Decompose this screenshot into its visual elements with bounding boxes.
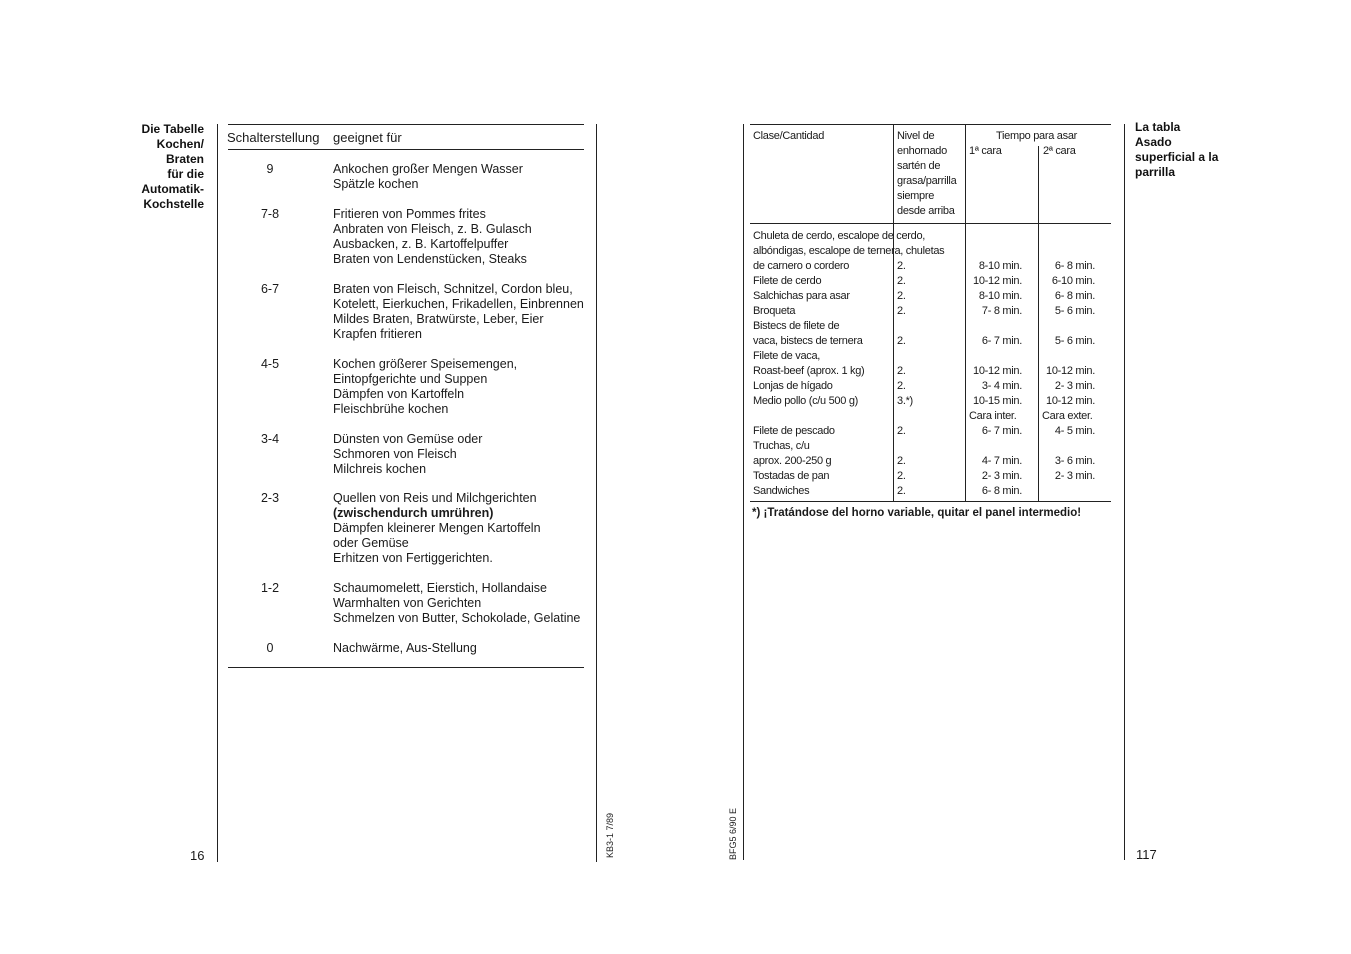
cell-tiempo-2: 6- 8 min. <box>1054 290 1095 302</box>
row-use-line: Warmhalten von Gerichten <box>333 596 482 610</box>
cell-nivel: 2. <box>897 275 906 287</box>
row-use-line: Dünsten von Gemüse oder <box>333 432 483 446</box>
row-use-line: Spätzle kochen <box>333 177 419 191</box>
row-setting: 3-4 <box>260 432 280 446</box>
cell-clase: Tostadas de pan <box>753 470 830 482</box>
row-uses <box>333 641 593 656</box>
cell-nivel: 2. <box>897 380 906 392</box>
left-sidebar-title: Die Tabelle Kochen/ Braten für die Automatik- Kochstelle <box>141 122 204 211</box>
header-nivel-line: grasa/parrilla <box>897 175 957 187</box>
row-setting: 2-3 <box>260 491 280 505</box>
footnote: *) ¡Tratándose del horno variable, quitar el panel intermedio! <box>752 507 1082 519</box>
right-col-divider-2 <box>965 124 966 501</box>
header-nivel-line: desde arriba <box>897 205 955 217</box>
cell-clase: Medio pollo (c/u 500 g) <box>753 395 858 407</box>
row-uses <box>333 581 593 626</box>
cell-tiempo-2: 3- 6 min. <box>1054 455 1095 467</box>
cell-clase: de carnero o cordero <box>753 260 850 272</box>
left-table-header-rule <box>228 149 584 150</box>
row-use-line: Milchreis kochen <box>333 462 427 476</box>
left-page-edge-rule <box>596 124 597 862</box>
row-setting: 7-8 <box>260 207 280 221</box>
header-cara1: 1ª cara <box>969 145 1002 157</box>
cell-clase: aprox. 200-250 g <box>753 455 832 467</box>
cell-tiempo-1: 8-10 min. <box>978 290 1022 302</box>
cell-tiempo-2: 10-12 min. <box>1046 395 1095 407</box>
cell-tiempo-2: 10-12 min. <box>1046 365 1095 377</box>
cell-tiempo-2: Cara exter. <box>1042 410 1093 422</box>
right-page-edge-rule <box>743 124 744 860</box>
row-use-line: Fritieren von Pommes frites <box>333 207 486 221</box>
row-use-line: Ankochen großer Mengen Wasser <box>333 162 523 176</box>
row-use-line: Schmelzen von Butter, Schokolade, Gelatine <box>333 611 581 625</box>
row-setting: 0 <box>266 641 274 655</box>
row-setting: 4-5 <box>260 357 280 371</box>
col-header-setting: Schalterstellung <box>227 130 320 145</box>
cell-nivel: 3.*) <box>897 395 913 407</box>
row-use-line: Nachwärme, Aus-Stellung <box>333 641 477 655</box>
row-use-line: Mildes Braten, Bratwürste, Leber, Eier <box>333 312 544 326</box>
row-uses <box>333 207 593 267</box>
left-table-bottom-rule <box>228 667 584 668</box>
right-page-number: 117 <box>1136 847 1157 862</box>
cell-clase: vaca, bistecs de ternera <box>753 335 863 347</box>
row-setting: 9 <box>266 162 274 176</box>
left-print-code: KB3-1 7/89 <box>605 812 615 858</box>
right-margin-rule <box>1124 124 1125 860</box>
row-use-line: Kochen größerer Speisemengen, <box>333 357 518 371</box>
cell-tiempo-1: 10-12 min. <box>973 365 1022 377</box>
cell-clase: Sandwiches <box>753 485 810 497</box>
header-cara2: 2ª cara <box>1043 145 1076 157</box>
header-nivel-line: siempre <box>897 190 935 202</box>
cell-clase: Filete de pescado <box>753 425 835 437</box>
cell-tiempo-1: 6- 7 min. <box>981 335 1022 347</box>
cell-tiempo-1: 4- 7 min. <box>981 455 1022 467</box>
cell-clase: Chuleta de cerdo, escalope de cerdo, <box>753 230 926 242</box>
row-uses <box>333 357 593 417</box>
cell-tiempo-1: 3- 4 min. <box>981 380 1022 392</box>
row-use-line: Krapfen fritieren <box>333 327 422 341</box>
cell-nivel: 2. <box>897 485 906 497</box>
cell-tiempo-1: 8-10 min. <box>978 260 1022 272</box>
right-table-bottom-rule <box>750 501 1111 502</box>
cell-tiempo-1: 6- 8 min. <box>981 485 1022 497</box>
cell-nivel: 2. <box>897 305 906 317</box>
right-table-header-rule <box>750 223 1111 224</box>
row-use-line: (zwischendurch umrühren) <box>333 506 494 520</box>
cell-nivel: 2. <box>897 365 906 377</box>
right-table-top-rule <box>750 124 1111 125</box>
row-use-line: Braten von Lendenstücken, Steaks <box>333 252 527 266</box>
cell-clase: Bistecs de filete de <box>753 320 840 332</box>
header-tiempo: Tiempo para asar <box>996 130 1077 142</box>
col-header-uses: geeignet für <box>333 130 402 145</box>
cell-tiempo-2: 2- 3 min. <box>1054 380 1095 392</box>
cell-nivel: 2. <box>897 290 906 302</box>
cell-tiempo-1: 7- 8 min. <box>981 305 1022 317</box>
row-use-line: Quellen von Reis und Milchgerichten <box>333 491 537 505</box>
cell-clase: Salchichas para asar <box>753 290 850 302</box>
cell-nivel: 2. <box>897 260 906 272</box>
cell-clase: Truchas, c/u <box>753 440 810 452</box>
cell-tiempo-1: 10-12 min. <box>973 275 1022 287</box>
header-clase: Clase/Cantidad <box>753 130 825 142</box>
header-nivel-line: sartén de <box>897 160 941 172</box>
cell-clase: Lonjas de hígado <box>753 380 833 392</box>
left-table-top-rule <box>228 124 584 125</box>
cell-tiempo-2: 6- 8 min. <box>1054 260 1095 272</box>
header-nivel <box>897 129 956 219</box>
left-page-number: 16 <box>190 848 205 863</box>
row-use-line: Erhitzen von Fertiggerichten. <box>333 551 493 565</box>
cell-clase: Filete de cerdo <box>753 275 822 287</box>
cell-clase: Broqueta <box>753 305 796 317</box>
row-use-line: Eintopfgerichte und Suppen <box>333 372 488 386</box>
cell-tiempo-1: 10-15 min. <box>973 395 1022 407</box>
cell-tiempo-2: 4- 5 min. <box>1054 425 1095 437</box>
cell-tiempo-2: 5- 6 min. <box>1054 335 1095 347</box>
row-use-line: Schaumomelett, Eierstich, Hollandaise <box>333 581 547 595</box>
cell-clase: albóndigas, escalope de ternera, chuletas <box>753 245 945 257</box>
cell-nivel: 2. <box>897 425 906 437</box>
row-use-line: oder Gemüse <box>333 536 409 550</box>
row-setting: 1-2 <box>260 581 280 595</box>
cell-nivel: 2. <box>897 455 906 467</box>
row-use-line: Kotelett, Eierkuchen, Frikadellen, Einbrennen <box>333 297 584 311</box>
row-use-line: Fleischbrühe kochen <box>333 402 449 416</box>
left-margin-rule <box>217 124 218 862</box>
cell-tiempo-2: 2- 3 min. <box>1054 470 1095 482</box>
row-use-line: Dämpfen von Kartoffeln <box>333 387 465 401</box>
cell-clase: Roast-beef (aprox. 1 kg) <box>753 365 865 377</box>
right-col-divider-3 <box>1038 146 1039 501</box>
cell-nivel: 2. <box>897 335 906 347</box>
row-use-line: Anbraten von Fleisch, z. B. Gulasch <box>333 222 532 236</box>
row-use-line: Ausbacken, z. B. Kartoffelpuffer <box>333 237 509 251</box>
header-nivel-line: enhornado <box>897 145 947 157</box>
cell-tiempo-1: Cara inter. <box>969 410 1017 422</box>
cell-clase: Filete de vaca, <box>753 350 821 362</box>
cell-tiempo-1: 6- 7 min. <box>981 425 1022 437</box>
row-setting: 6-7 <box>260 282 280 296</box>
right-sidebar-title: La tabla Asado superficial a la parrilla <box>1135 120 1219 179</box>
row-use-line: Braten von Fleisch, Schnitzel, Cordon bleu, <box>333 282 573 296</box>
header-nivel-line: Nivel de <box>897 130 935 142</box>
cell-tiempo-2: 5- 6 min. <box>1054 305 1095 317</box>
cell-tiempo-2: 6-10 min. <box>1051 275 1095 287</box>
cell-tiempo-1: 2- 3 min. <box>981 470 1022 482</box>
row-uses <box>333 432 593 477</box>
row-uses <box>333 491 593 566</box>
row-uses <box>333 162 593 192</box>
cell-nivel: 2. <box>897 470 906 482</box>
row-use-line: Dämpfen kleinerer Mengen Kartoffeln <box>333 521 541 535</box>
row-use-line: Schmoren von Fleisch <box>333 447 457 461</box>
row-uses <box>333 282 593 342</box>
right-col-divider-1 <box>893 124 894 501</box>
right-print-code: BFG5 6/90 E <box>728 807 738 860</box>
